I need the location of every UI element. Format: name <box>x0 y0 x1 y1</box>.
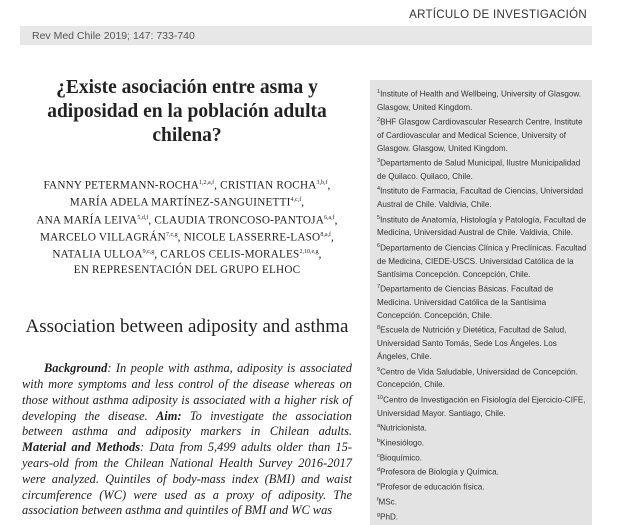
affiliation-item <box>377 435 589 450</box>
author-affiliation-marker: 7,c,g <box>165 231 178 238</box>
affiliation-marker: 5 <box>377 214 381 221</box>
affiliation-item <box>377 420 589 435</box>
affiliation-item <box>377 392 589 420</box>
affiliation-marker: d <box>377 467 381 474</box>
affiliation-item <box>377 114 589 155</box>
affiliation-item <box>377 322 589 363</box>
affiliation-text: Instituto de Anatomía, Histología y Patología, Facultad de Medicina, Universidad Austral de Chile. Valdivia, Chile. <box>377 215 587 238</box>
affiliation-item <box>377 450 589 465</box>
affiliation-marker: 9 <box>377 366 381 373</box>
aim-text: To investigate the association between asthma and adiposity markers in Chilean adults. <box>22 408 352 439</box>
section-label: ARTÍCULO DE INVESTIGACIÓN <box>409 9 587 21</box>
author-affiliation-marker: 3,b,f <box>316 180 328 186</box>
author-separator: , <box>327 179 331 192</box>
affiliation-item <box>377 509 589 524</box>
affiliation-marker: 7 <box>377 283 381 290</box>
affiliation-text: Centro de Vida Saludable, Universidad de Concepción. Concepción, Chile. <box>377 367 578 390</box>
author-name: EN REPRESENTACIÓN DEL GRUPO ELHOC <box>73 263 301 276</box>
author-separator: , <box>154 249 161 262</box>
affiliation-marker: a <box>377 422 381 429</box>
author-separator: , <box>177 231 184 244</box>
affiliation-text: MSc. <box>378 497 397 507</box>
author-separator: , <box>318 249 322 262</box>
methods-label: Material and Methods <box>22 440 141 455</box>
author-affiliation-marker: 9,c,g <box>142 249 155 256</box>
affiliation-text: Institute of Health and Wellbeing, University of Glasgow. Glasgow, United Kingdom. <box>377 89 582 112</box>
methods-text: : Data from 5,499 adults older than 15-years-old from the Chilean National Health Survey 2016-2017 were analyzed. Quintiles of body-mass index (BMI) and waist circumference (WC) were used as a proxy of adiposity. The association between asthma and quintiles of BMI and WC was <box>22 440 352 518</box>
affiliation-item <box>377 464 589 479</box>
affiliation-text: PhD. <box>380 512 399 522</box>
affiliation-marker: c <box>377 452 380 459</box>
affiliation-text: Kinesiólogo. <box>380 438 425 448</box>
affiliations-list <box>377 86 589 524</box>
affiliation-item <box>377 86 589 114</box>
author-affiliation-marker: 5,d,f <box>137 214 149 221</box>
author-affiliation-marker: 1,2,a,f <box>199 180 215 186</box>
affiliation-text: Departamento de Ciencias Básicas. Facultad de Medicina. Universidad Católica de la Santísima Concepción. Concepción, Chile. <box>377 284 554 321</box>
affiliation-text: Profesor de educación física. <box>380 483 485 492</box>
affiliation-marker: 6 <box>377 242 381 249</box>
author-name: CRISTIAN ROCHA <box>220 179 317 192</box>
affiliation-marker: 2 <box>377 117 381 124</box>
affiliation-item <box>377 240 589 281</box>
affiliation-marker: 4 <box>377 186 381 193</box>
affiliation-marker: 8 <box>377 325 381 332</box>
author-name: ANA MARÍA LEIVA <box>36 214 138 227</box>
author-affiliation-marker: 4,c,f <box>290 197 302 204</box>
english-title: Association between adiposity and asthma <box>25 316 349 338</box>
affiliation-text: Nutricionista. <box>380 423 427 433</box>
affiliation-marker: e <box>377 482 381 489</box>
affiliation-item <box>377 364 589 392</box>
spanish-title: ¿Existe asociación entre asma y adiposidad en la población adulta chilena? <box>47 77 327 146</box>
author-separator: , <box>148 214 155 227</box>
affiliation-marker: 3 <box>377 158 381 165</box>
affiliation-marker: f <box>377 497 379 504</box>
author-separator: , <box>334 214 338 227</box>
author-name: MARCELO VILLAGRÁN <box>40 231 166 244</box>
article-front-matter <box>22 76 352 519</box>
affiliation-text: Centro de Investigación en Fisiología del Ejercicio-CIFE, Universidad Mayor. Santiago, Chile. <box>377 395 586 418</box>
author-affiliation-marker: 6,a,f <box>323 214 335 221</box>
author-separator: , <box>214 179 221 192</box>
journal-reference: Rev Med Chile 2019; 147: 733-740 <box>32 30 195 42</box>
author-separator: , <box>301 197 305 210</box>
author-list <box>22 176 352 277</box>
affiliation-item <box>377 281 589 322</box>
author-separator: , <box>331 231 334 244</box>
affiliation-text: Departamento de Salud Municipal, Ilustre Municipalidad de Quilaco. Quilaco, Chile. <box>377 159 581 182</box>
affiliation-item <box>377 212 589 240</box>
author-affiliation-marker: 8,a,f <box>320 231 331 238</box>
author-name: CLAUDIA TRONCOSO-PANTOJA <box>154 214 324 227</box>
affiliation-item <box>377 183 589 211</box>
affiliation-text: Escuela de Nutrición y Dietética, Facultad de Salud, Universidad Santo Tomás, Sede Los Ángeles. Los Ángeles, Chile. <box>377 325 567 362</box>
affiliation-text: Profesora de Biología y Química. <box>380 468 499 478</box>
background-label: Background <box>44 361 108 376</box>
aim-label: Aim: <box>156 408 182 423</box>
author-name: MARÍA ADELA MARTÍNEZ-SANGUINETTI <box>69 197 291 210</box>
affiliation-text: Instituto de Farmacia, Facultad de Ciencias, Universidad Austral de Chile. Valdivia, Chile. <box>377 187 583 210</box>
author-name: NICOLE LASSERRE-LASO <box>183 231 321 244</box>
author-name: CARLOS CELIS-MORALES <box>160 249 300 262</box>
affiliation-text: Bioquímico. <box>379 453 423 463</box>
abstract <box>22 361 352 519</box>
abstract-paragraph <box>22 361 352 519</box>
affiliation-text: BHF Glasgow Cardiovascular Research Centre, Institute of Cardiovascular and Medical Science, University of Glasgow. Glasgow, United Kingdom. <box>377 117 583 154</box>
affiliation-text: Departamento de Ciencias Clínica y Preclínicas. Facultad de Medicina, CIEDE-USCS. Universidad Católica de la Santísima Concepción. Concepción, Chile. <box>377 243 587 279</box>
background-text: : In people with asthma, adiposity is associated with more symptoms and less control of the disease whereas on those without asthma adiposity is associated with a higher risk of developing the disease. <box>22 361 352 423</box>
author-name: FANNY PETERMANN-ROCHA <box>43 179 199 192</box>
affiliation-marker: g <box>377 512 381 519</box>
affiliation-item <box>377 494 589 509</box>
affiliation-marker: 1 <box>377 89 381 95</box>
affiliation-item <box>377 155 589 183</box>
affiliation-marker: b <box>377 437 381 444</box>
author-affiliation-marker: 2,10,e,g <box>299 249 319 256</box>
author-name: NATALIA ULLOA <box>52 249 143 262</box>
affiliation-marker: 10 <box>377 394 384 401</box>
affiliation-item <box>377 479 589 494</box>
